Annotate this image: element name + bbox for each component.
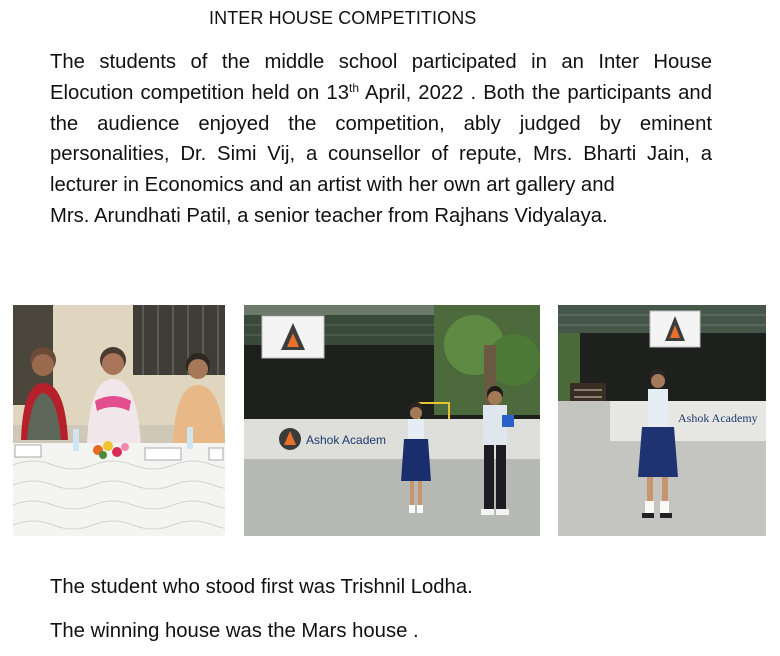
page-title: INTER HOUSE COMPETITIONS (209, 8, 477, 28)
event-description (50, 47, 712, 232)
ordinal-suffix: th (349, 80, 360, 95)
description-last-line: Mrs. Arundhati Patil, a senior teacher from Rajhans Vidyalaya. (50, 204, 608, 227)
stage-speakers-photo (244, 305, 540, 536)
stage-banner-text: Ashok Academ (306, 433, 387, 447)
judges-photo (13, 305, 225, 536)
student-speaking-photo (558, 305, 766, 536)
description-text-part-2: April, 2022 . Both the participants and the audience enjoyed the competition, ably judged by eminent personalities, Dr. Simi Vij, a counsellor of repute, Mrs. Bharti Jain, a lecturer in Economics and an artist with her own art gallery and (50, 81, 712, 197)
first-place-statement: The student who stood first was Trishnil Lodha. (50, 576, 473, 598)
description-text-part-1: The students of the middle school participated in an Inter House Elocution competition held on 13 (50, 51, 712, 104)
side-banner-text: Ashok Academy (678, 411, 758, 425)
winning-house-statement: The winning house was the Mars house . (50, 620, 419, 642)
